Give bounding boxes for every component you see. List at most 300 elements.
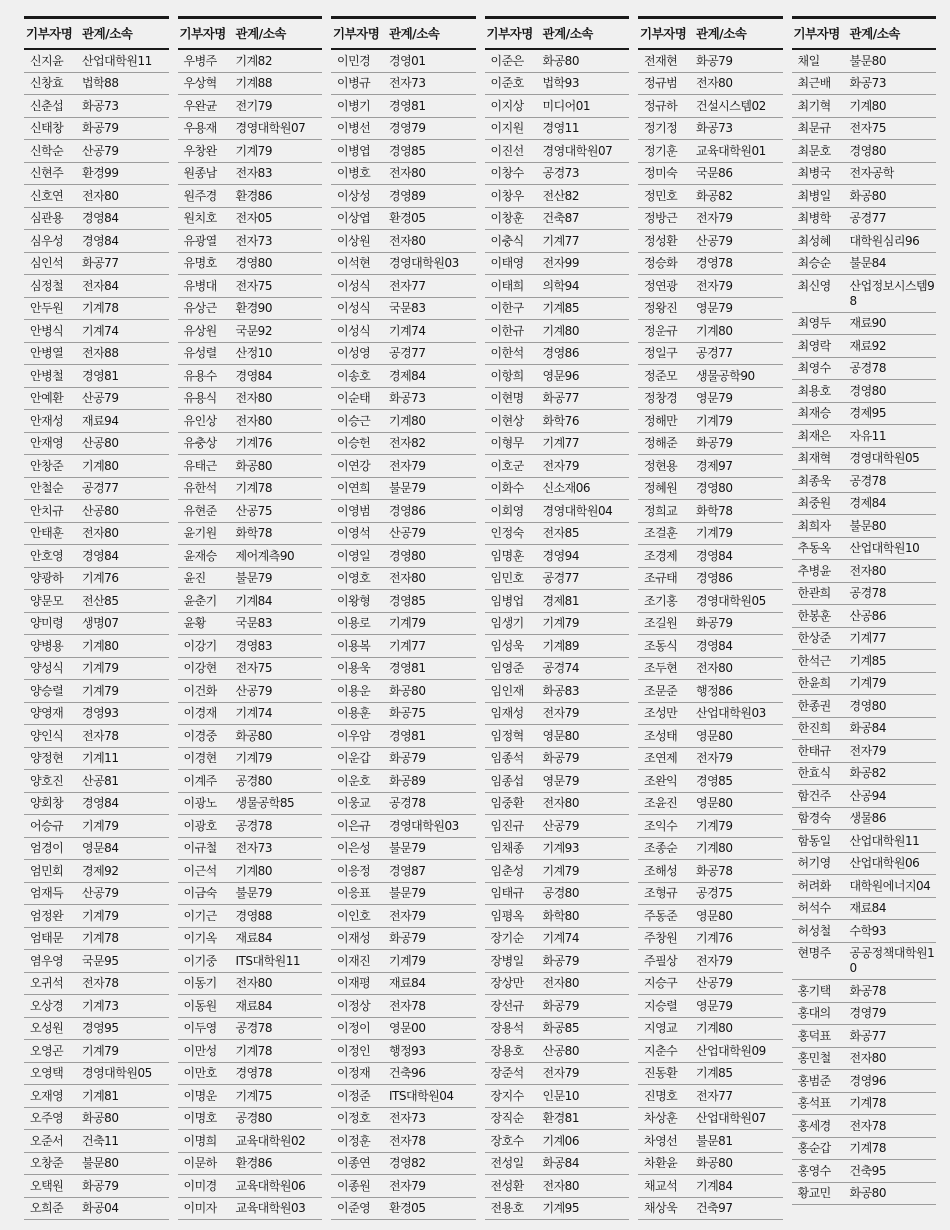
donor-name: 이상원 (337, 233, 371, 248)
table-row (638, 73, 783, 96)
table-row (638, 950, 783, 973)
table-row (24, 163, 169, 186)
donor-name: 신호연 (30, 188, 64, 203)
table-row (792, 253, 937, 276)
donor-name: 진동환 (644, 1066, 678, 1080)
donor-name: 윤재승 (183, 548, 217, 563)
donor-name: 안재영 (30, 436, 64, 450)
donor-affiliation: 환경81 (542, 1111, 579, 1125)
table-row (638, 253, 783, 276)
table-row (331, 1108, 476, 1131)
donor-affiliation: 경영80 (849, 383, 886, 398)
donor-name: 지승렬 (644, 998, 678, 1013)
table-row (178, 95, 323, 118)
donor-affiliation: 산공79 (389, 526, 426, 540)
donor-name: 이규철 (183, 841, 217, 855)
table-row (638, 455, 783, 478)
donor-name: 조해성 (644, 863, 678, 878)
table-row (331, 500, 476, 523)
table-row (331, 928, 476, 951)
donor-name: 지승구 (644, 976, 678, 990)
donor-name: 이병규 (337, 76, 371, 90)
donor-affiliation: 전자05 (235, 211, 272, 225)
donor-name: 허석수 (797, 901, 831, 915)
donor-name: 이미자 (183, 1201, 217, 1215)
donor-name: 양문모 (30, 593, 64, 608)
table-row (24, 1108, 169, 1131)
table-row (792, 425, 937, 448)
table-row (24, 770, 169, 793)
donor-affiliation: 기계80 (235, 863, 272, 878)
donor-affiliation: 화공79 (82, 1178, 119, 1193)
donor-affiliation: 전자75 (849, 121, 886, 135)
donor-name: 양영재 (30, 706, 64, 720)
donor-affiliation: 기계80 (696, 1021, 733, 1035)
table-row (792, 650, 937, 673)
table-row (331, 590, 476, 613)
donor-affiliation: 화공84 (542, 1156, 579, 1170)
table-row (178, 590, 323, 613)
donor-affiliation: 교육대학원06 (235, 1178, 306, 1193)
donor-affiliation: 화공73 (82, 98, 119, 113)
table-row (24, 793, 169, 816)
donor-name: 정일구 (644, 346, 678, 360)
donor-name: 오택원 (30, 1178, 64, 1193)
donor-name: 이응표 (337, 886, 371, 900)
table-row (331, 995, 476, 1018)
donor-name: 주창원 (644, 931, 678, 945)
donor-name: 이종원 (337, 1178, 371, 1193)
donor-affiliation: 기계79 (82, 818, 119, 833)
donor-name: 양승렬 (30, 683, 64, 698)
table-row (792, 1183, 937, 1206)
donor-name: 이용훈 (337, 706, 371, 720)
donor-name: 이한규 (490, 323, 524, 338)
donor-name: 이정이 (337, 1021, 371, 1035)
donor-affiliation: 기계93 (542, 841, 579, 855)
table-row (485, 860, 630, 883)
donor-affiliation: 전자75 (235, 661, 272, 675)
donor-affiliation: 화공82 (849, 766, 886, 780)
donor-name: 주동준 (644, 908, 678, 923)
table-row (485, 343, 630, 366)
donor-affiliation: 기계79 (82, 1043, 119, 1058)
header-relation-affiliation: 관계/소속 (389, 26, 440, 41)
table-row (24, 1198, 169, 1221)
table-row (638, 523, 783, 546)
table-row (792, 335, 937, 358)
donor-affiliation: 기계76 (696, 931, 733, 945)
donor-affiliation: 공공정책대학원10 (849, 946, 935, 975)
donor-name: 함건주 (797, 788, 831, 803)
table-row (331, 1175, 476, 1198)
table-row (485, 523, 630, 546)
donor-name: 이계주 (183, 773, 217, 788)
table-row (638, 208, 783, 231)
table-row (24, 883, 169, 906)
donor-affiliation: 재료90 (849, 316, 886, 330)
donor-name: 이정훈 (337, 1133, 371, 1148)
donor-affiliation: 경영96 (849, 1073, 886, 1088)
table-row (331, 95, 476, 118)
table-row (331, 50, 476, 73)
donor-name: 이송호 (337, 368, 371, 383)
donor-affiliation: 경영01 (389, 53, 426, 68)
donor-affiliation: 영문00 (389, 1021, 426, 1035)
donor-affiliation: 경영대학원03 (389, 256, 459, 270)
donor-name: 윤황 (183, 616, 206, 630)
donor-name: 안병식 (30, 323, 64, 338)
table-row (638, 590, 783, 613)
table-row (24, 1153, 169, 1176)
donor-name: 유명호 (183, 256, 217, 270)
donor-affiliation: 기계11 (82, 751, 119, 765)
donor-affiliation: 영문84 (82, 841, 119, 855)
donor-affiliation: 대학원에너지04 (849, 878, 931, 893)
donor-affiliation: 생물공학90 (696, 368, 755, 383)
donor-column-3 (331, 16, 476, 1220)
donor-affiliation: 환경99 (82, 166, 119, 180)
donor-affiliation: 법학88 (82, 76, 119, 90)
table-row (638, 410, 783, 433)
table-row (485, 163, 630, 186)
table-row (24, 410, 169, 433)
donor-name: 한윤희 (797, 676, 831, 690)
table-row (485, 905, 630, 928)
table-row (792, 140, 937, 163)
donor-name: 홍세경 (797, 1118, 831, 1133)
donor-affiliation: 화공80 (542, 53, 579, 68)
donor-affiliation: 기계77 (542, 436, 579, 450)
donor-affiliation: 기계79 (696, 413, 733, 428)
header-relation-affiliation: 관계/소속 (696, 26, 747, 41)
table-row (24, 73, 169, 96)
table-row (178, 365, 323, 388)
table-row (792, 1048, 937, 1071)
donor-name: 정연광 (644, 278, 678, 293)
donor-affiliation: 경영대학원04 (542, 503, 613, 518)
donor-name: 이정인 (337, 1043, 371, 1058)
table-row (331, 770, 476, 793)
donor-name: 안두원 (30, 301, 64, 315)
donor-affiliation: 경영87 (389, 863, 426, 878)
donor-name: 유한석 (183, 481, 217, 495)
donor-affiliation: 산공75 (235, 503, 272, 518)
donor-affiliation: 전자80 (389, 571, 426, 585)
donor-name: 장호수 (490, 1133, 524, 1148)
donor-affiliation: 화공77 (849, 1028, 886, 1043)
table-row (638, 815, 783, 838)
table-row (638, 680, 783, 703)
donor-affiliation: 전자79 (542, 458, 579, 473)
donor-affiliation: 기계77 (849, 631, 886, 645)
table-row (485, 950, 630, 973)
table-row (331, 410, 476, 433)
donor-affiliation: 화공89 (389, 773, 426, 788)
donor-name: 이준호 (490, 76, 524, 90)
donor-affiliation: 전자78 (82, 976, 119, 990)
table-row (331, 658, 476, 681)
donor-affiliation: 전자80 (696, 661, 733, 675)
donor-affiliation: 화공80 (82, 1111, 119, 1125)
donor-affiliation: 행정93 (389, 1043, 426, 1058)
donor-name: 이성식 (337, 301, 371, 315)
donor-affiliation: 경영79 (849, 1006, 886, 1020)
table-row (24, 635, 169, 658)
donor-affiliation: 불문79 (389, 841, 426, 855)
donor-affiliation: 화공77 (542, 391, 579, 405)
donor-name: 이경현 (183, 751, 217, 765)
table-row (792, 275, 937, 313)
donor-name: 이정호 (337, 1111, 371, 1125)
donor-name: 추동옥 (797, 541, 831, 555)
donor-affiliation: 전자73 (389, 76, 426, 90)
donor-affiliation: 전산82 (542, 188, 579, 203)
donor-name: 허성철 (797, 923, 831, 938)
donor-name: 안창준 (30, 458, 64, 473)
table-row (24, 275, 169, 298)
table-row (485, 1130, 630, 1153)
table-row (792, 470, 937, 493)
table-row (638, 1085, 783, 1108)
donor-affiliation: 기계79 (82, 683, 119, 698)
donor-affiliation: 기계78 (235, 1043, 272, 1058)
donor-name: 전성일 (490, 1156, 524, 1170)
donor-name: 우상혁 (183, 76, 217, 90)
donor-affiliation: 공경77 (696, 346, 733, 360)
donor-name: 전재현 (644, 53, 678, 68)
table-row (24, 320, 169, 343)
donor-affiliation: 전자80 (82, 188, 119, 203)
donor-affiliation: 경영81 (389, 98, 426, 113)
donor-name: 이강현 (183, 661, 217, 675)
table-row (638, 365, 783, 388)
table-row (178, 995, 323, 1018)
donor-affiliation: 경영대학원05 (849, 451, 920, 465)
donor-name: 이명호 (183, 1111, 217, 1125)
donor-affiliation: 생물공학85 (235, 796, 295, 810)
donor-name: 장상만 (490, 976, 524, 990)
donor-affiliation: 재료84 (849, 901, 886, 915)
table-row (24, 568, 169, 591)
donor-affiliation: 건축96 (389, 1066, 426, 1080)
table-row (485, 725, 630, 748)
table-row (24, 905, 169, 928)
table-row (331, 275, 476, 298)
donor-name: 임재성 (490, 706, 524, 720)
donor-affiliation: 불문81 (696, 1133, 733, 1148)
donor-affiliation: 경제97 (696, 458, 733, 473)
table-row (485, 973, 630, 996)
donor-name: 조윤진 (644, 796, 678, 810)
donor-name: 최기혁 (797, 98, 831, 113)
header-relation-affiliation: 관계/소속 (542, 26, 593, 41)
donor-name: 양호진 (30, 773, 64, 788)
donor-name: 임성욱 (490, 638, 524, 653)
donor-name: 최병학 (797, 211, 831, 225)
table-row (792, 448, 937, 471)
donor-affiliation: 경영78 (696, 256, 733, 270)
donor-affiliation: 공경78 (849, 586, 886, 600)
table-row (792, 1138, 937, 1161)
table-row (485, 365, 630, 388)
donor-affiliation: 영문79 (696, 301, 733, 315)
donor-name: 이용욱 (337, 661, 371, 675)
donor-name: 최신영 (797, 278, 831, 293)
donor-affiliation: 기계80 (389, 413, 426, 428)
table-row (792, 785, 937, 808)
donor-affiliation: 기계84 (235, 593, 272, 608)
donor-affiliation: 미디어01 (542, 98, 591, 113)
donor-name: 이용로 (337, 616, 371, 630)
table-row (485, 658, 630, 681)
table-row (485, 1040, 630, 1063)
donor-name: 이영호 (337, 571, 371, 585)
donor-name: 홍대의 (797, 1006, 831, 1020)
donor-column-2 (178, 16, 323, 1220)
table-row (638, 478, 783, 501)
header-relation-affiliation: 관계/소속 (235, 26, 286, 41)
table-row (178, 568, 323, 591)
donor-name: 이경중 (183, 728, 217, 743)
table-row (178, 770, 323, 793)
donor-name: 장직순 (490, 1111, 524, 1125)
table-row (638, 50, 783, 73)
donor-name: 임중환 (490, 796, 524, 810)
table-row (638, 838, 783, 861)
donor-affiliation: 경영대학원07 (542, 143, 613, 158)
donor-affiliation: 경제84 (389, 368, 426, 383)
donor-name: 유현준 (183, 503, 217, 518)
donor-name: 양성식 (30, 661, 64, 675)
donor-name: 오상경 (30, 998, 64, 1013)
donor-affiliation: 건축95 (849, 1163, 886, 1178)
table-row (485, 1018, 630, 1041)
donor-name: 이현명 (490, 391, 524, 405)
donor-name: 이승헌 (337, 436, 371, 450)
table-row (331, 208, 476, 231)
donor-name: 임종섭 (490, 773, 524, 788)
donor-affiliation: 전자77 (389, 278, 426, 293)
table-row (638, 185, 783, 208)
donor-affiliation: 건축97 (696, 1201, 733, 1215)
table-row (24, 500, 169, 523)
donor-name: 최재혁 (797, 451, 831, 465)
donor-name: 오준서 (30, 1133, 64, 1148)
donor-name: 이정재 (337, 1066, 371, 1080)
table-row (485, 680, 630, 703)
table-row (331, 298, 476, 321)
table-row (485, 1153, 630, 1176)
donor-name: 이성식 (337, 323, 371, 338)
donor-affiliation: 공경80 (235, 1111, 272, 1125)
donor-affiliation: 인문10 (542, 1088, 579, 1103)
donor-name: 우창완 (183, 143, 217, 158)
table-row (24, 185, 169, 208)
donor-affiliation: 경영81 (82, 368, 119, 383)
table-row (485, 793, 630, 816)
donor-affiliation: 기계80 (696, 323, 733, 338)
donor-name: 임정혁 (490, 728, 524, 743)
table-row (24, 748, 169, 771)
donor-affiliation: 건축11 (82, 1133, 119, 1148)
donor-affiliation: 전자78 (82, 728, 119, 743)
table-row (178, 523, 323, 546)
donor-affiliation: 기계79 (696, 526, 733, 540)
table-row (178, 253, 323, 276)
donor-affiliation: 전자88 (82, 346, 119, 360)
donor-affiliation: 전자80 (389, 233, 426, 248)
donor-name: 이광노 (183, 796, 217, 810)
donor-name: 조걸훈 (644, 526, 678, 540)
donor-affiliation: 기계75 (235, 1088, 272, 1103)
table-row (178, 1018, 323, 1041)
donor-name: 우용재 (183, 121, 217, 135)
donor-name: 이성영 (337, 346, 371, 360)
donor-name: 원주경 (183, 188, 217, 203)
table-row (638, 860, 783, 883)
table-row (792, 628, 937, 651)
donor-affiliation: 화공04 (82, 1201, 119, 1215)
donor-affiliation: 화공79 (696, 616, 733, 630)
donor-affiliation: 경영84 (235, 368, 272, 383)
donor-name: 오영곤 (30, 1043, 64, 1058)
donor-affiliation: 화공84 (849, 721, 886, 735)
donor-name: 임명훈 (490, 548, 524, 563)
table-row (331, 1130, 476, 1153)
table-row (638, 343, 783, 366)
donor-affiliation: 경영대학원05 (696, 593, 766, 608)
donor-name: 이운호 (337, 773, 371, 788)
donor-name: 유상근 (183, 301, 217, 315)
donor-affiliation: 재료94 (82, 413, 119, 428)
donor-name: 이기옥 (183, 931, 217, 945)
table-row (24, 343, 169, 366)
donor-affiliation: 공경73 (542, 166, 579, 180)
donor-affiliation: 전자80 (849, 1051, 886, 1065)
donor-affiliation: 경영80 (696, 481, 733, 495)
donor-affiliation: 산업대학원03 (696, 706, 766, 720)
donor-affiliation: 전자79 (849, 743, 886, 758)
donor-affiliation: 기계80 (542, 323, 579, 338)
table-row (331, 230, 476, 253)
table-row (178, 725, 323, 748)
donor-affiliation: 전자80 (542, 976, 579, 990)
donor-affiliation: 공경77 (389, 346, 426, 360)
donor-affiliation: 화공80 (849, 1186, 886, 1200)
donor-affiliation: 국문92 (235, 323, 272, 338)
donor-affiliation: 경영85 (389, 593, 426, 608)
donor-affiliation: 산업정보시스템98 (849, 278, 935, 308)
donor-name: 안재성 (30, 413, 64, 428)
table-row (638, 725, 783, 748)
donor-name: 이한석 (490, 346, 524, 360)
donor-name: 이순태 (337, 391, 371, 405)
donor-name: 이강기 (183, 638, 217, 653)
table-row (792, 163, 937, 186)
donor-name: 최병일 (797, 188, 831, 203)
table-row (24, 590, 169, 613)
table-row (485, 703, 630, 726)
donor-name: 이준은 (490, 53, 524, 68)
donor-name: 심관용 (30, 211, 64, 225)
donor-affiliation: 화공79 (696, 53, 733, 68)
donor-affiliation: 영문80 (542, 728, 579, 743)
table-row (24, 613, 169, 636)
donor-name: 최문규 (797, 121, 831, 135)
donor-name: 이재평 (337, 976, 371, 990)
donor-name: 임인재 (490, 683, 524, 698)
